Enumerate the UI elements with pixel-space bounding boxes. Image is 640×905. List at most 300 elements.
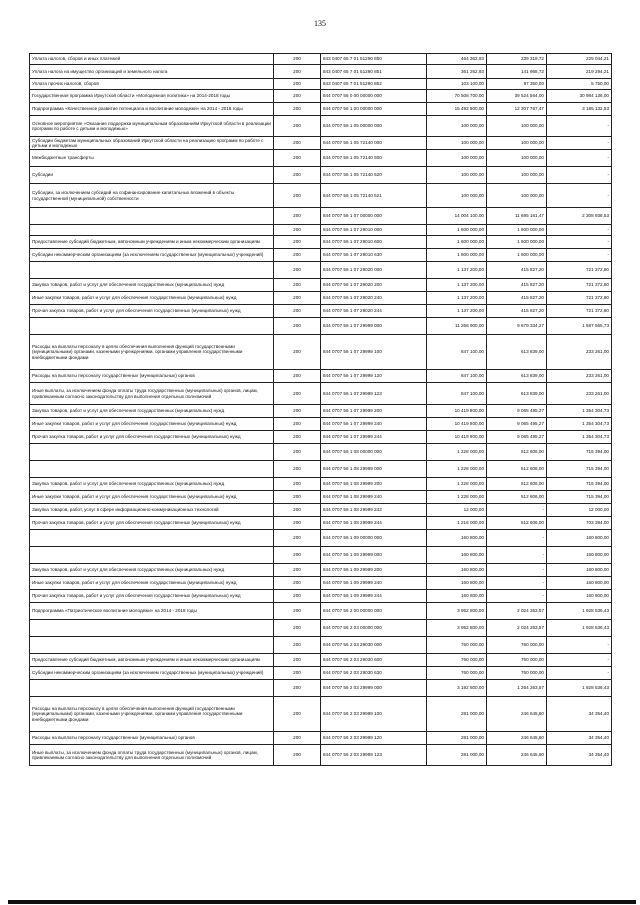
row-approved: 3 952 800,00 [427, 603, 487, 620]
row-unexecuted: 34 354,40 [547, 697, 612, 732]
row-name: Иные выплаты, за исключением фонда оплаты труда государственных (муниципальных) органов, лицам, привлекаемым согласно законодательству для выполнения отдельных полномочий [30, 383, 274, 405]
row-executed: 9 065 495,27 [487, 418, 547, 431]
row-approved: 1 137 200,00 [427, 262, 487, 279]
row-unexecuted: 160 800,00 [547, 577, 612, 590]
row-unexecuted: 703 394,00 [547, 517, 612, 530]
row-executed: 415 827,20 [487, 292, 547, 305]
row-code: 200 [274, 116, 321, 137]
row-approved: 100 000,00 [427, 137, 487, 150]
row-approved: 281 000,00 [427, 732, 487, 745]
row-code: 200 [274, 103, 321, 116]
row-code: 200 [274, 697, 321, 732]
table-row [30, 444, 612, 461]
row-unexecuted: 715 394,00 [547, 491, 612, 504]
row-kbk: 844 0707 56 1 07 29999 244 [321, 431, 427, 444]
row-name: Предоставление субсидий бюджетным, автономным учреждениям и иным некоммерческим организациям [30, 654, 274, 667]
row-executed: - [487, 504, 547, 517]
row-executed: 239 318,72 [487, 54, 547, 65]
row-approved: 70 508 700,00 [427, 90, 487, 103]
row-executed: 1 600 000,00 [487, 236, 547, 249]
row-kbk: 844 0707 56 2 03 29999 123 [321, 745, 427, 766]
row-executed: - [487, 564, 547, 577]
row-executed: 39 524 564,00 [487, 90, 547, 103]
row-code: 200 [274, 637, 321, 654]
row-code: 200 [274, 292, 321, 305]
table-row [30, 383, 612, 405]
row-approved: 14 004 100,00 [427, 208, 487, 225]
row-executed: 1 264 263,57 [487, 680, 547, 697]
row-name [30, 444, 274, 461]
row-code: 200 [274, 680, 321, 697]
row-kbk: 844 0707 56 2 03 00000 000 [321, 620, 427, 637]
row-kbk: 844 0707 56 1 07 29010 600 [321, 236, 427, 249]
row-unexecuted: 233 261,00 [547, 370, 612, 383]
row-kbk: 844 0707 56 1 08 29999 244 [321, 517, 427, 530]
row-executed: 1 600 000,00 [487, 225, 547, 236]
row-unexecuted: 1 928 536,43 [547, 603, 612, 620]
page-number: 135 [314, 19, 326, 28]
table-row [30, 370, 612, 383]
row-code: 200 [274, 431, 321, 444]
table-row [30, 184, 612, 208]
row-name: Закупка товаров, работ и услуг для обеспечения государственных (муниципальных) нужд [30, 478, 274, 491]
row-name: Прочая закупка товаров, работ и услуг для обеспечения государственных (муниципальных) нужд [30, 431, 274, 444]
row-unexecuted: - [547, 184, 612, 208]
row-name [30, 318, 274, 335]
row-name: Прочая закупка товаров, работ и услуг для обеспечения государственных (муниципальных) нужд [30, 305, 274, 318]
row-approved: 847 100,00 [427, 335, 487, 370]
row-unexecuted: 12 000,00 [547, 504, 612, 517]
row-code: 200 [274, 208, 321, 225]
table-row [30, 590, 612, 603]
row-approved: 281 000,00 [427, 745, 487, 766]
table-row [30, 116, 612, 137]
table-row [30, 603, 612, 620]
row-name: Межбюджетные трансферты [30, 150, 274, 167]
row-executed: 97 350,00 [487, 79, 547, 90]
row-name: Закупка товаров, работ и услуг для обеспечения государственных (муниципальных) нужд [30, 405, 274, 418]
row-approved: 160 800,00 [427, 590, 487, 603]
row-kbk: 844 0707 56 0 00 00000 000 [321, 90, 427, 103]
row-code: 200 [274, 305, 321, 318]
row-executed: 512 606,00 [487, 478, 547, 491]
table-row [30, 405, 612, 418]
row-unexecuted: 1 928 536,43 [547, 680, 612, 697]
row-kbk: 843 0407 65 7 01 51290 851 [321, 65, 427, 79]
table-row [30, 504, 612, 517]
row-approved: 1 228 000,00 [427, 444, 487, 461]
row-name: Расходы на выплаты персоналу в целях обеспечения выполнения функций государственными (муниципальными) органами, казенными учреждениями, органами управления государственными внебюджетными фондами [30, 335, 274, 370]
row-code: 200 [274, 461, 321, 478]
row-approved: 1 137 200,00 [427, 279, 487, 292]
row-code: 200 [274, 279, 321, 292]
row-code: 200 [274, 590, 321, 603]
row-executed: 246 645,60 [487, 745, 547, 766]
row-approved: 1 216 000,00 [427, 517, 487, 530]
row-executed: 760 000,00 [487, 654, 547, 667]
row-approved: 1 137 200,00 [427, 292, 487, 305]
row-approved: 1 228 000,00 [427, 461, 487, 478]
table-row [30, 620, 612, 637]
row-approved: 160 800,00 [427, 577, 487, 590]
row-approved: 10 419 800,00 [427, 405, 487, 418]
row-executed: 100 000,00 [487, 150, 547, 167]
row-code: 200 [274, 225, 321, 236]
row-name [30, 461, 274, 478]
row-name [30, 620, 274, 637]
row-approved: 100 000,00 [427, 116, 487, 137]
row-unexecuted: 160 800,00 [547, 590, 612, 603]
table-row [30, 697, 612, 732]
row-kbk: 843 0407 65 7 01 51290 850 [321, 54, 427, 65]
row-unexecuted: - [547, 249, 612, 262]
row-approved: 11 266 900,00 [427, 318, 487, 335]
row-kbk: 844 0707 56 1 07 29020 240 [321, 292, 427, 305]
row-name: Иные закупки товаров, работ и услуг для обеспечения государственных (муниципальных) нужд [30, 491, 274, 504]
row-approved: 1 600 000,00 [427, 225, 487, 236]
row-kbk: 844 0707 56 1 08 29999 000 [321, 461, 427, 478]
row-unexecuted: - [547, 225, 612, 236]
row-name: Иные закупки товаров, работ и услуг для обеспечения государственных (муниципальных) нужд [30, 418, 274, 431]
row-executed: 100 000,00 [487, 137, 547, 150]
row-kbk: 844 0707 56 2 03 29999 000 [321, 680, 427, 697]
row-unexecuted: 721 372,80 [547, 292, 612, 305]
row-kbk: 844 0707 56 2 03 29030 000 [321, 637, 427, 654]
row-code: 200 [274, 236, 321, 249]
row-name [30, 530, 274, 547]
row-executed: - [487, 547, 547, 564]
row-approved: 1 600 000,00 [427, 236, 487, 249]
row-kbk: 844 0707 56 1 08 29999 200 [321, 478, 427, 491]
row-name: Уплата прочих налогов, сборов [30, 79, 274, 90]
row-executed: - [487, 590, 547, 603]
row-unexecuted: 2 308 938,53 [547, 208, 612, 225]
row-kbk: 844 0707 56 1 09 29999 200 [321, 564, 427, 577]
row-name: Подпрограмма «Патриотическое воспитание молодежи» на 2014 - 2018 годы [30, 603, 274, 620]
row-kbk: 844 0707 56 1 07 29010 630 [321, 249, 427, 262]
row-kbk: 844 0707 56 1 07 29999 200 [321, 405, 427, 418]
row-kbk: 844 0707 56 1 08 29999 242 [321, 504, 427, 517]
row-unexecuted: 715 394,00 [547, 444, 612, 461]
row-approved: 100 000,00 [427, 167, 487, 184]
row-code: 200 [274, 184, 321, 208]
row-executed: 246 645,60 [487, 697, 547, 732]
row-kbk: 844 0707 56 1 05 72140 521 [321, 184, 427, 208]
row-unexecuted: 160 800,00 [547, 547, 612, 564]
row-unexecuted: 34 354,40 [547, 732, 612, 745]
row-approved: 160 800,00 [427, 530, 487, 547]
row-name: Предоставление субсидий бюджетным, автономным учреждениям и иным некоммерческим организациям [30, 236, 274, 249]
row-executed: 246 645,60 [487, 732, 547, 745]
table-row [30, 530, 612, 547]
row-code: 200 [274, 478, 321, 491]
row-code: 200 [274, 335, 321, 370]
row-name: Уплата налогов, сборов и иных платежей [30, 54, 274, 65]
row-name [30, 262, 274, 279]
row-unexecuted: - [547, 137, 612, 150]
row-executed: 100 000,00 [487, 167, 547, 184]
row-code: 200 [274, 577, 321, 590]
table-row [30, 103, 612, 116]
row-code: 200 [274, 444, 321, 461]
row-unexecuted: 721 372,80 [547, 279, 612, 292]
row-unexecuted: 1 354 304,73 [547, 431, 612, 444]
row-kbk: 844 0707 56 2 03 29999 120 [321, 732, 427, 745]
row-name: Иные выплаты, за исключением фонда оплаты труда государственных (муниципальных) органов, лицам, привлекаемым согласно законодательству для выполнения отдельных полномочий [30, 745, 274, 766]
row-code: 200 [274, 405, 321, 418]
row-kbk: 844 0707 56 1 09 00000 000 [321, 530, 427, 547]
row-code: 200 [274, 383, 321, 405]
table-row [30, 137, 612, 150]
row-executed: 11 695 161,47 [487, 208, 547, 225]
row-code: 200 [274, 667, 321, 680]
row-executed: - [487, 577, 547, 590]
row-executed: 415 827,20 [487, 262, 547, 279]
row-name: Прочая закупка товаров, работ и услуг для обеспечения государственных (муниципальных) нужд [30, 590, 274, 603]
table-row [30, 262, 612, 279]
budget-table [29, 53, 612, 766]
row-executed: 9 065 495,27 [487, 405, 547, 418]
row-executed: 415 827,20 [487, 305, 547, 318]
table-row [30, 292, 612, 305]
row-executed: 12 307 767,47 [487, 103, 547, 116]
row-approved: 760 000,00 [427, 637, 487, 654]
table-row [30, 305, 612, 318]
row-name: Субсидии [30, 167, 274, 184]
row-code: 200 [274, 491, 321, 504]
row-name: Расходы на выплаты персоналу государственных (муниципальных) органов [30, 370, 274, 383]
table-row [30, 547, 612, 564]
row-executed: 9 065 495,27 [487, 431, 547, 444]
row-unexecuted: 1 928 536,43 [547, 620, 612, 637]
row-kbk: 844 0707 56 1 00 00000 000 [321, 103, 427, 116]
row-kbk: 844 0707 56 1 05 72140 000 [321, 137, 427, 150]
row-approved: 281 000,00 [427, 697, 487, 732]
row-executed: 760 000,00 [487, 637, 547, 654]
row-kbk: 844 0707 56 1 08 29999 240 [321, 491, 427, 504]
table-row [30, 236, 612, 249]
table-row [30, 150, 612, 167]
row-approved: 160 800,00 [427, 547, 487, 564]
row-unexecuted: 233 261,00 [547, 383, 612, 405]
row-kbk: 843 0407 65 7 01 51290 852 [321, 79, 427, 90]
row-name: Субсидии некоммерческим организациям (за исключением государственных (муниципальных) учреждений) [30, 667, 274, 680]
row-kbk: 844 0707 56 2 00 00000 000 [321, 603, 427, 620]
row-executed: 512 606,00 [487, 491, 547, 504]
row-approved: 464 362,93 [427, 54, 487, 65]
row-executed: 9 679 334,27 [487, 318, 547, 335]
table-row [30, 431, 612, 444]
row-code: 200 [274, 79, 321, 90]
table-row [30, 54, 612, 65]
row-name: Закупка товаров, работ, услуг в сфере информационно-коммуникационных технологий [30, 504, 274, 517]
row-executed: 1 600 000,00 [487, 249, 547, 262]
row-unexecuted: 219 294,21 [547, 65, 612, 79]
row-unexecuted: 3 185 132,53 [547, 103, 612, 116]
row-kbk: 844 0707 56 1 07 29999 100 [321, 335, 427, 370]
row-approved: 12 000,00 [427, 504, 487, 517]
row-code: 200 [274, 167, 321, 184]
table-row [30, 478, 612, 491]
row-approved: 10 419 800,00 [427, 431, 487, 444]
row-unexecuted: 1 354 304,73 [547, 418, 612, 431]
row-code: 200 [274, 150, 321, 167]
row-code: 200 [274, 370, 321, 383]
row-approved: 100 000,00 [427, 184, 487, 208]
row-unexecuted: 233 261,00 [547, 335, 612, 370]
row-approved: 3 952 800,00 [427, 620, 487, 637]
row-unexecuted: 160 800,00 [547, 564, 612, 577]
row-approved: 15 492 900,00 [427, 103, 487, 116]
row-approved: 3 192 800,00 [427, 680, 487, 697]
row-kbk: 844 0707 56 2 03 29030 600 [321, 654, 427, 667]
table-row [30, 90, 612, 103]
table-row [30, 249, 612, 262]
row-executed: 100 000,00 [487, 116, 547, 137]
row-name: Субсидии некоммерческим организациям (за исключением государственных (муниципальных) учреждений) [30, 249, 274, 262]
row-executed: 100 000,00 [487, 184, 547, 208]
row-kbk: 844 0707 56 2 03 29999 100 [321, 697, 427, 732]
row-approved: 160 800,00 [427, 564, 487, 577]
table-row [30, 208, 612, 225]
row-code: 200 [274, 504, 321, 517]
row-code: 200 [274, 318, 321, 335]
row-name: Иные закупки товаров, работ и услуг для обеспечения государственных (муниципальных) нужд [30, 577, 274, 590]
table-row [30, 65, 612, 79]
row-code: 200 [274, 732, 321, 745]
row-unexecuted: - [547, 236, 612, 249]
row-executed: 512 606,00 [487, 461, 547, 478]
table-row [30, 577, 612, 590]
scan-border-bottom [8, 900, 636, 904]
row-unexecuted: - [547, 637, 612, 654]
row-approved: 847 100,00 [427, 370, 487, 383]
row-approved: 1 137 200,00 [427, 305, 487, 318]
row-code: 200 [274, 137, 321, 150]
row-name: Подпрограмма «Качественное развитие потенциала и воспитание молодежи» на 2014 - 2018 годы [30, 103, 274, 116]
row-name: Субсидии бюджетам муниципальных образований Иркутской области на реализацию программ по работе с детьми и молодежью [30, 137, 274, 150]
row-unexecuted: 225 044,21 [547, 54, 612, 65]
table-row [30, 667, 612, 680]
row-executed: - [487, 530, 547, 547]
row-executed: 760 000,00 [487, 667, 547, 680]
row-unexecuted: - [547, 150, 612, 167]
row-code: 200 [274, 249, 321, 262]
row-kbk: 844 0707 56 1 09 29999 244 [321, 590, 427, 603]
row-kbk: 844 0707 56 1 07 29020 244 [321, 305, 427, 318]
row-name: Уплата налога на имущество организаций и земельного налога [30, 65, 274, 79]
row-code: 200 [274, 654, 321, 667]
row-name: Закупка товаров, работ и услуг для обеспечения государственных (муниципальных) нужд [30, 279, 274, 292]
row-executed: 613 839,00 [487, 335, 547, 370]
row-kbk: 844 0707 56 1 07 00000 000 [321, 208, 427, 225]
row-unexecuted: - [547, 667, 612, 680]
table-row [30, 418, 612, 431]
row-name: Субсидии, за исключением субсидий на софинансирование капитальных вложений в объекты государственной (муниципальной) собственности [30, 184, 274, 208]
row-kbk: 844 0707 56 1 05 72140 500 [321, 150, 427, 167]
row-approved: 103 100,00 [427, 79, 487, 90]
row-unexecuted: - [547, 654, 612, 667]
row-approved: 847 100,00 [427, 383, 487, 405]
row-code: 200 [274, 530, 321, 547]
row-code: 200 [274, 620, 321, 637]
row-code: 200 [274, 90, 321, 103]
row-unexecuted: 1 587 565,73 [547, 318, 612, 335]
row-name [30, 225, 274, 236]
table-row [30, 491, 612, 504]
row-executed: 2 024 263,57 [487, 620, 547, 637]
row-code: 200 [274, 418, 321, 431]
row-unexecuted: 715 394,00 [547, 461, 612, 478]
row-code: 200 [274, 517, 321, 530]
row-kbk: 844 0707 56 1 07 29999 123 [321, 383, 427, 405]
row-kbk: 844 0707 56 1 09 29999 240 [321, 577, 427, 590]
row-kbk: 844 0707 56 1 07 29999 120 [321, 370, 427, 383]
row-name: Расходы на выплаты персоналу государственных (муниципальных) органов [30, 732, 274, 745]
row-name: Основное мероприятие «Оказание поддержки муниципальным образованиям Иркутской области в реализации программ по работе с детьми и молодежью» [30, 116, 274, 137]
row-name: Закупка товаров, работ и услуг для обеспечения государственных (муниципальных) нужд [30, 564, 274, 577]
row-name: Расходы на выплаты персоналу в целях обеспечения выполнения функций государственными (муниципальными) органами, казенными учреждениями, органами управления государственными внебюджетными фондами [30, 697, 274, 732]
row-executed: 512 606,00 [487, 517, 547, 530]
row-unexecuted: 160 800,00 [547, 530, 612, 547]
row-name: Государственная программа Иркутской области «Молодежная политика» на 2014-2018 годы [30, 90, 274, 103]
row-unexecuted: - [547, 167, 612, 184]
row-executed: 613 839,00 [487, 370, 547, 383]
table-row [30, 564, 612, 577]
row-executed: 512 606,00 [487, 444, 547, 461]
row-code: 200 [274, 603, 321, 620]
table-row [30, 335, 612, 370]
row-executed: 415 827,20 [487, 279, 547, 292]
row-approved: 100 000,00 [427, 150, 487, 167]
table-row [30, 461, 612, 478]
table-row [30, 279, 612, 292]
row-kbk: 844 0707 56 1 05 00000 000 [321, 116, 427, 137]
row-code: 200 [274, 564, 321, 577]
row-executed: 141 968,72 [487, 65, 547, 79]
row-approved: 760 000,00 [427, 654, 487, 667]
row-name: Иные закупки товаров, работ и услуг для обеспечения государственных (муниципальных) нужд [30, 292, 274, 305]
row-unexecuted: 30 984 136,00 [547, 90, 612, 103]
row-name [30, 680, 274, 697]
row-executed: 2 024 263,57 [487, 603, 547, 620]
row-kbk: 844 0707 56 1 08 00000 000 [321, 444, 427, 461]
row-approved: 361 262,93 [427, 65, 487, 79]
row-kbk: 844 0707 56 2 03 29030 630 [321, 667, 427, 680]
table-row [30, 732, 612, 745]
row-unexecuted: 5 750,00 [547, 79, 612, 90]
row-approved: 1 600 000,00 [427, 249, 487, 262]
row-kbk: 844 0707 56 1 07 29020 200 [321, 279, 427, 292]
row-code: 200 [274, 65, 321, 79]
row-approved: 760 000,00 [427, 667, 487, 680]
table-row [30, 225, 612, 236]
row-unexecuted: 721 372,80 [547, 305, 612, 318]
row-unexecuted: 1 354 304,73 [547, 405, 612, 418]
table-row [30, 745, 612, 766]
row-unexecuted: 721 372,80 [547, 262, 612, 279]
row-approved: 1 228 000,00 [427, 491, 487, 504]
row-name [30, 547, 274, 564]
row-kbk: 844 0707 56 1 07 29010 000 [321, 225, 427, 236]
row-kbk: 844 0707 56 1 05 72140 520 [321, 167, 427, 184]
table-row [30, 637, 612, 654]
row-unexecuted: 715 394,00 [547, 478, 612, 491]
row-code: 200 [274, 547, 321, 564]
row-approved: 1 228 000,00 [427, 478, 487, 491]
row-code: 200 [274, 745, 321, 766]
row-name [30, 637, 274, 654]
